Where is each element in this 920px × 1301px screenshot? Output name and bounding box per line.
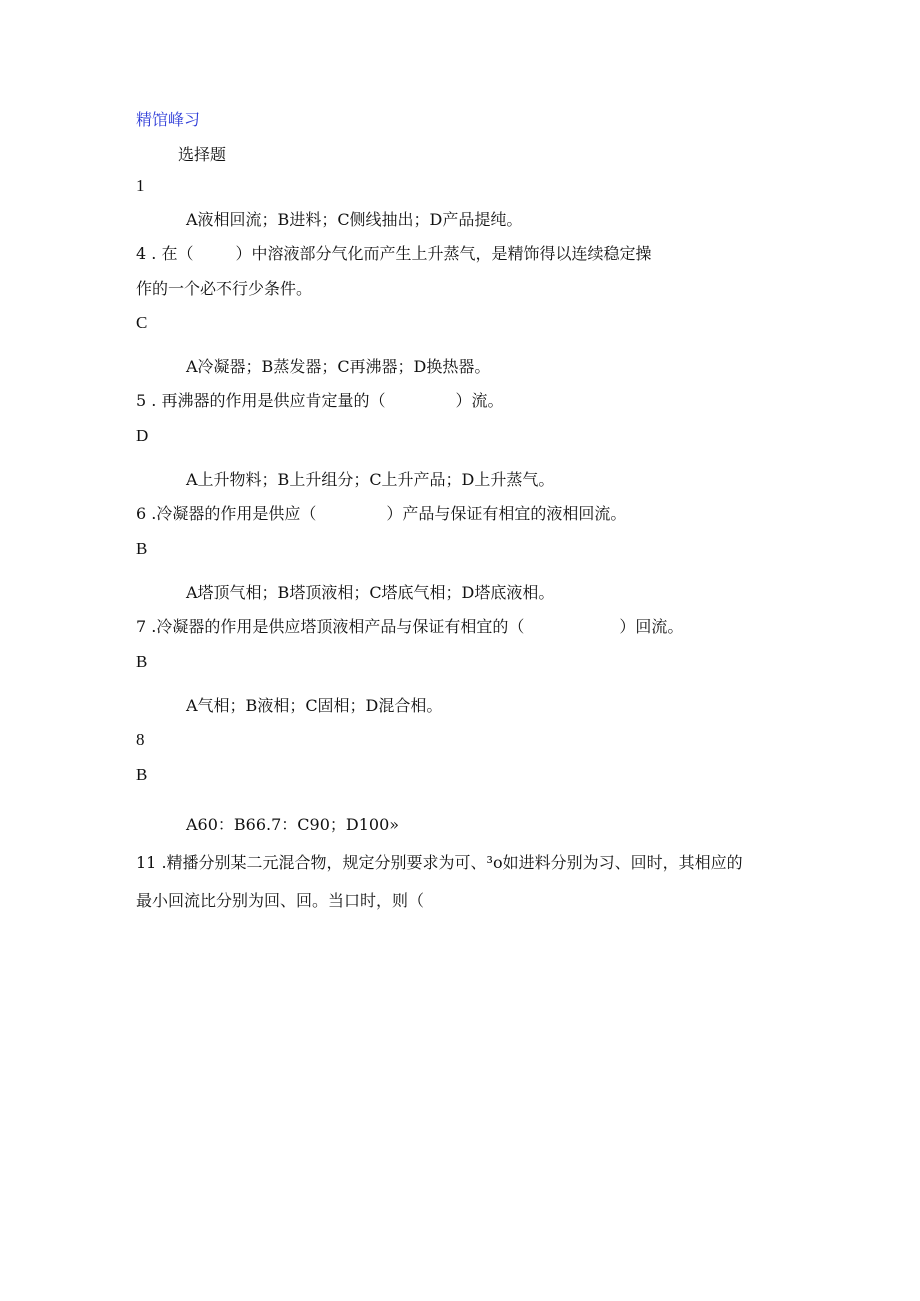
- question-6-suffix: ）产品与保证有相宜的液相回流。: [386, 504, 627, 523]
- question-7-prefix: 7 .冷凝器的作用是供应塔顶液相产品与保证有相宜的（: [136, 617, 525, 636]
- question-8-number: 8: [136, 730, 145, 749]
- question-4-line-1: [136, 244, 651, 264]
- question-4-prefix: 4 . 在（: [136, 244, 194, 263]
- question-7-suffix: ）回流。: [619, 617, 684, 636]
- question-5-stem: [136, 391, 503, 411]
- question-11-line-2: 最小回流比分别为回、回。当口时，则（: [136, 891, 425, 910]
- question-11-line-1: 11 .精播分别某二元混合物，规定分别要求为可、³o如进料分别为习、回时，其相应的: [136, 853, 743, 872]
- question-5-answer: D: [136, 426, 149, 445]
- question-5-suffix: ）流。: [455, 391, 504, 410]
- question-8-options: A60：B66.7：C90；D100»: [186, 815, 400, 834]
- question-6-options: A塔顶气相；B塔顶液相；C塔底气相；D塔底液相。: [186, 583, 555, 602]
- question-5-options: A上升物料；B上升组分；C上升产品；D上升蒸气。: [186, 470, 555, 489]
- document-title: 精馆峰习: [136, 110, 201, 129]
- question-4-line-2: 作的一个必不行少条件。: [136, 279, 313, 298]
- question-6-stem: [136, 504, 626, 524]
- question-6-answer: B: [136, 539, 148, 558]
- question-7-options: A气相；B液相；C固相；D混合相。: [186, 696, 443, 715]
- section-heading: 选择题: [178, 145, 227, 164]
- question-8-answer: B: [136, 765, 148, 784]
- question-1-number: 1: [136, 176, 145, 195]
- question-4-answer: C: [136, 313, 148, 332]
- question-1-options: A液相回流；B进料；C侧线抽出；D产品提纯。: [186, 210, 523, 229]
- question-4-options: A冷凝器；B蒸发器；C再沸器；D换热器。: [186, 357, 491, 376]
- question-5-prefix: 5 . 再沸器的作用是供应肯定量的（: [136, 391, 386, 410]
- question-7-stem: [136, 617, 683, 637]
- question-7-answer: B: [136, 652, 148, 671]
- question-6-prefix: 6 .冷凝器的作用是供应（: [136, 504, 317, 523]
- question-4-suffix: ）中溶液部分气化而产生上升蒸气，是精饰得以连续稳定操: [235, 244, 652, 263]
